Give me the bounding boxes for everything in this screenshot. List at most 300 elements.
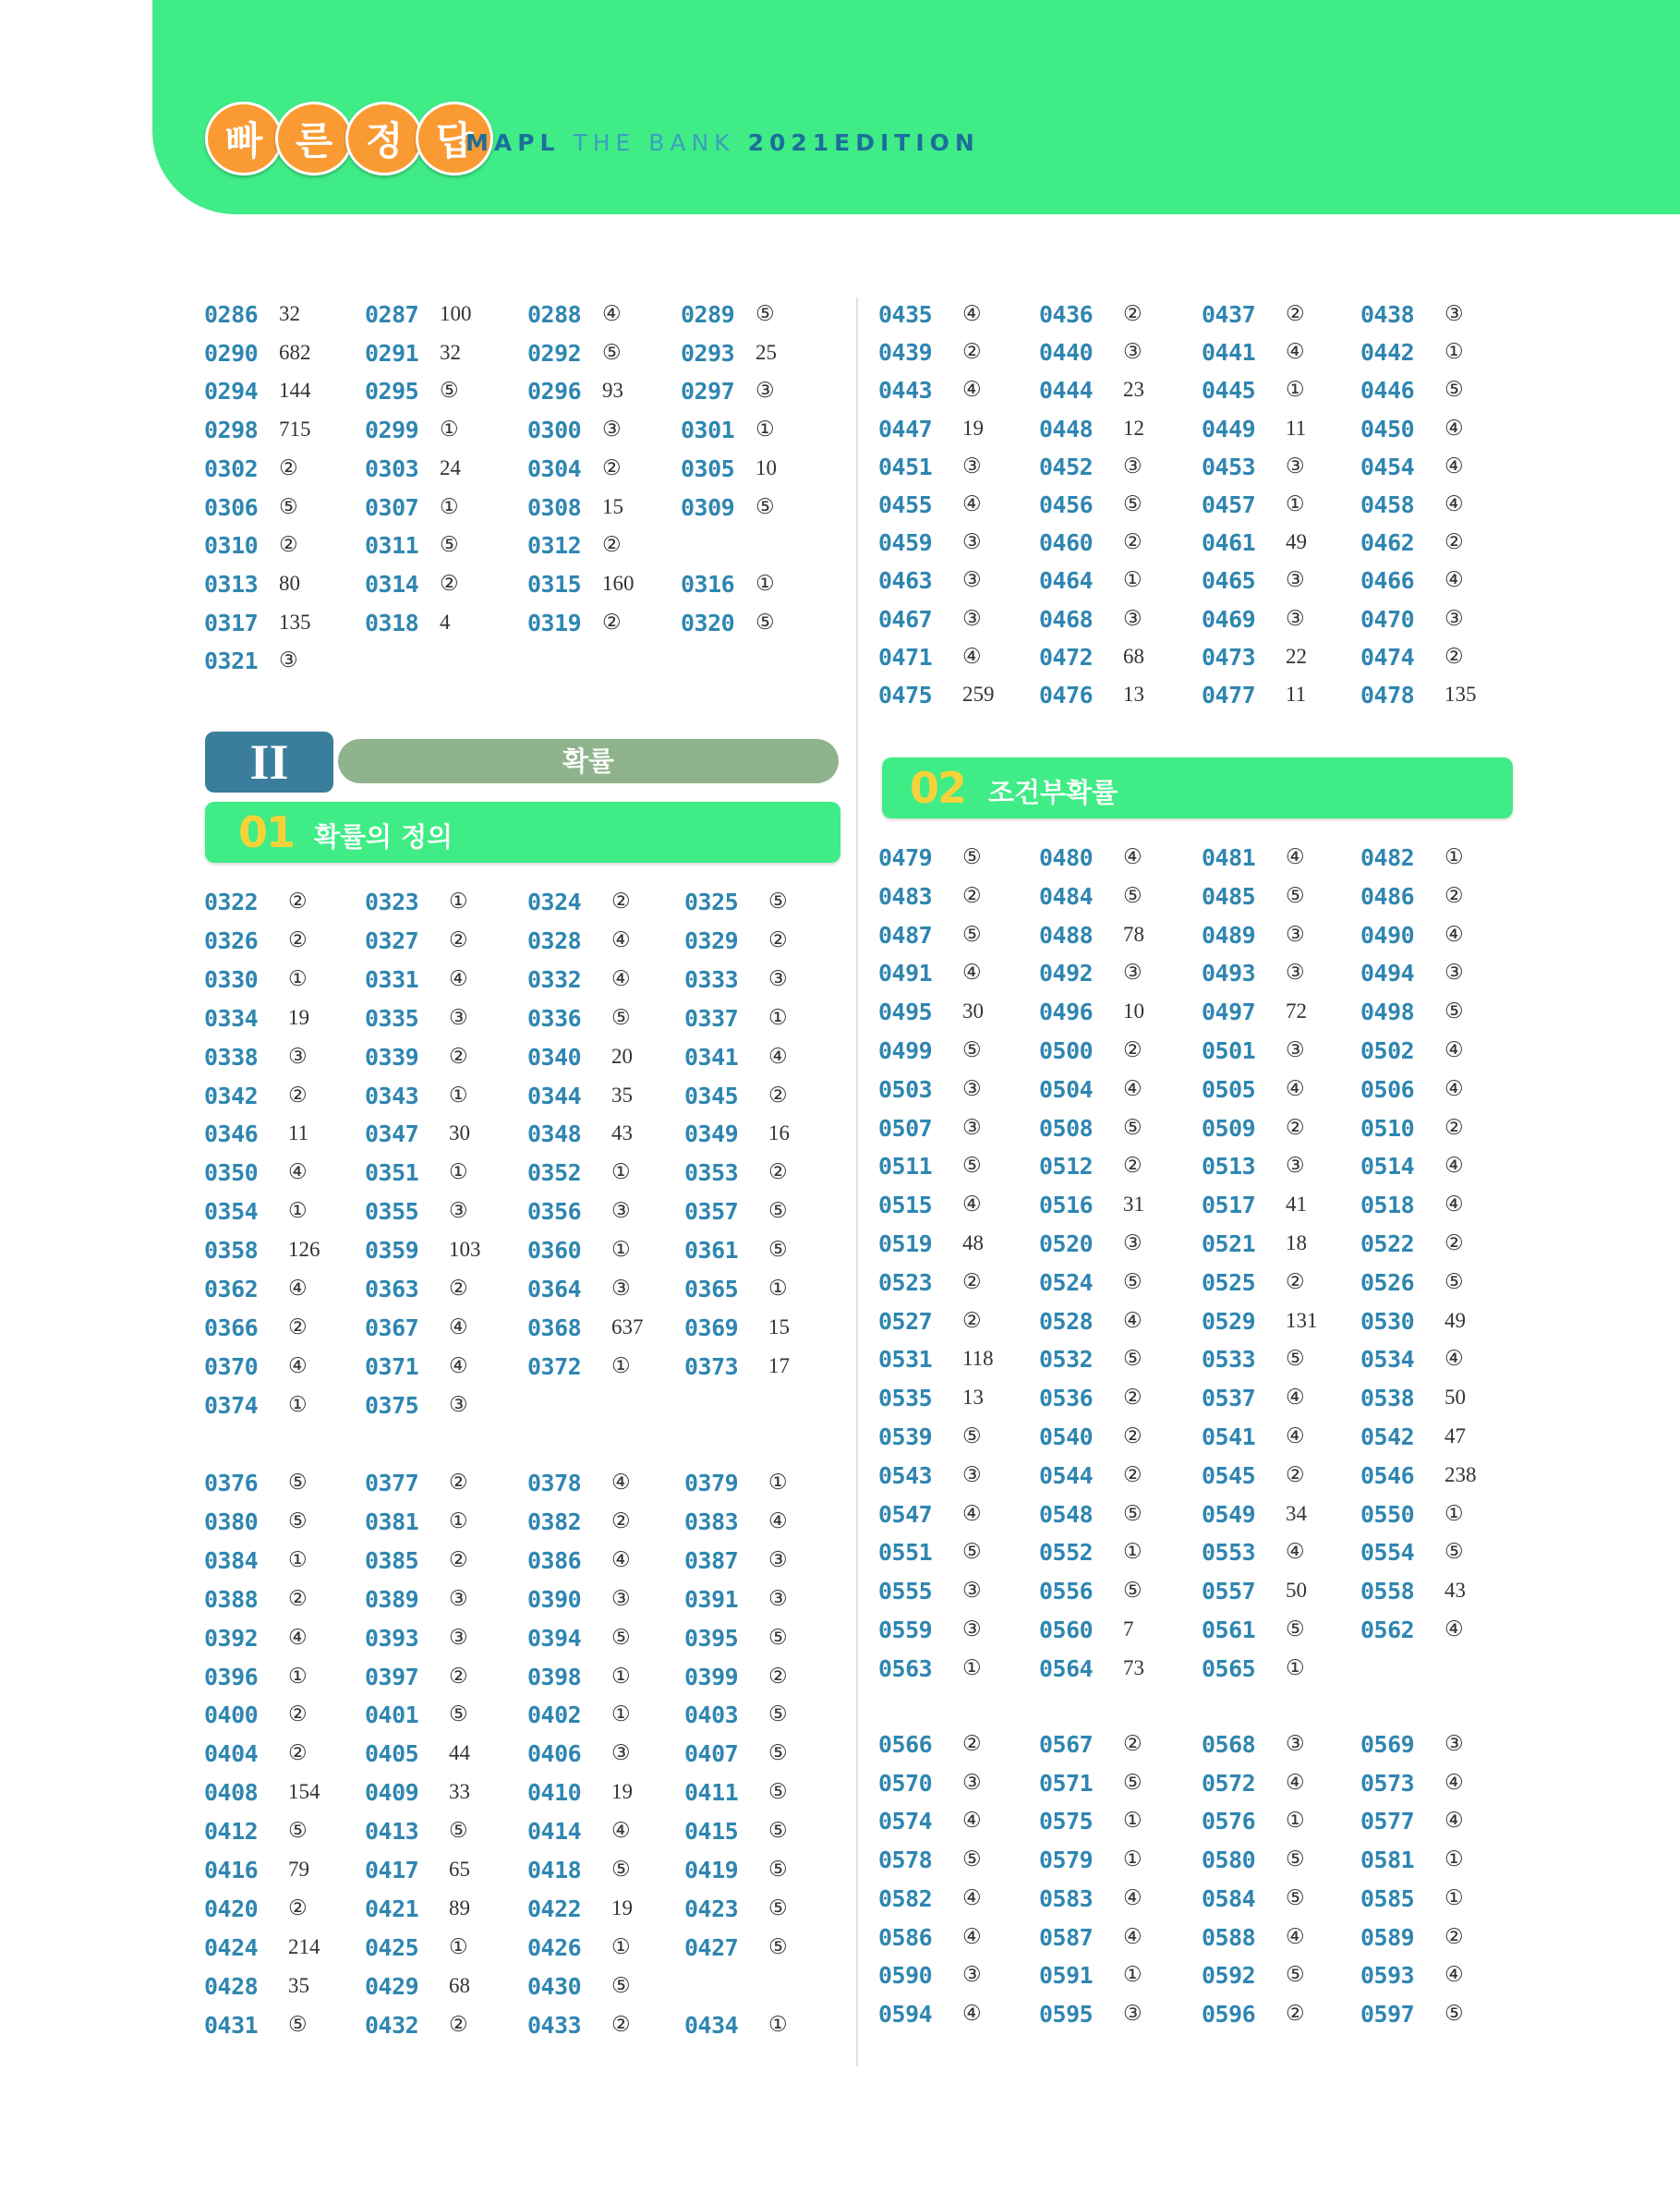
answer-cell [1202, 1578, 1307, 1605]
answer-cell [684, 1004, 788, 1032]
question-number: 0324 [527, 889, 582, 915]
question-number: 0469 [1202, 605, 1256, 633]
answer-row [878, 567, 1506, 604]
answer-cell [878, 453, 982, 480]
answer-cell [1202, 1075, 1305, 1103]
question-number: 0379 [684, 1470, 739, 1496]
answer-value: ④ [1444, 1076, 1464, 1100]
question-number: 0326 [204, 926, 259, 954]
answer-cell [878, 1037, 982, 1064]
answer-cell [1039, 1153, 1142, 1181]
answer-cell [684, 1043, 788, 1071]
answer-value: ④ [1444, 492, 1464, 515]
answer-row [204, 648, 832, 684]
answer-cell [204, 417, 311, 444]
answer-cell [684, 1198, 788, 1226]
answer-value: ④ [962, 2001, 982, 2025]
answer-value: ② [602, 610, 622, 634]
answer-cell [204, 301, 300, 328]
answer-value: 10 [1123, 999, 1144, 1023]
answer-cell [1360, 415, 1464, 442]
answer-row [204, 301, 832, 338]
question-number: 0425 [365, 1933, 419, 1961]
question-number: 0288 [527, 301, 582, 328]
answer-cell [365, 1740, 470, 1768]
answer-value: 68 [449, 1973, 470, 1997]
answer-cell [681, 454, 777, 482]
answer-cell [1360, 882, 1464, 910]
question-number: 0460 [1039, 529, 1094, 557]
answer-cell [204, 1314, 308, 1341]
question-number: 0397 [365, 1663, 419, 1690]
answer-cell [684, 1701, 788, 1729]
question-number: 0450 [1360, 415, 1415, 442]
answer-value: ② [288, 890, 308, 913]
answer-cell [527, 1933, 631, 1961]
question-number: 0588 [1202, 1923, 1256, 1951]
answer-value: 144 [279, 379, 311, 403]
question-number: 0416 [204, 1857, 259, 1883]
answer-cell [1202, 1346, 1305, 1374]
question-number: 0390 [527, 1585, 582, 1613]
question-number: 0376 [204, 1470, 259, 1496]
answer-value: ② [449, 1044, 468, 1068]
answer-value: ④ [1123, 1308, 1142, 1332]
answer-row [204, 1276, 832, 1313]
answer-cell [1202, 377, 1305, 405]
answer-value: ① [449, 1160, 468, 1184]
question-number: 0383 [684, 1508, 739, 1535]
answer-value: ① [611, 1702, 631, 1726]
answer-row [878, 1962, 1506, 1999]
answer-cell [527, 1470, 631, 1496]
question-number: 0323 [365, 889, 419, 915]
answer-cell [1039, 1617, 1134, 1643]
answer-cell [527, 2011, 631, 2039]
answer-value: ② [440, 571, 459, 595]
question-number: 0392 [204, 1624, 259, 1652]
answer-cell [365, 965, 468, 993]
answer-value: 34 [1286, 1501, 1307, 1525]
question-number: 0405 [365, 1740, 419, 1768]
question-number: 0501 [1202, 1037, 1256, 1064]
answer-value: ③ [1123, 606, 1142, 630]
question-number: 0564 [1039, 1654, 1094, 1682]
answer-value: ② [1123, 1424, 1142, 1447]
question-number: 0334 [204, 1004, 259, 1032]
answer-value: ③ [611, 1277, 631, 1300]
answer-value: ① [449, 1934, 468, 1958]
question-number: 0403 [684, 1701, 739, 1729]
question-number: 0436 [1039, 301, 1094, 328]
answer-cell [527, 1740, 631, 1768]
question-number: 0482 [1360, 844, 1415, 871]
answer-cell [681, 339, 777, 367]
answer-value: ③ [1123, 1231, 1142, 1254]
answer-value: ③ [768, 966, 788, 990]
answer-row [878, 377, 1506, 414]
answer-value: ④ [1444, 1154, 1464, 1178]
answer-cell [204, 570, 300, 598]
question-number: 0335 [365, 1004, 419, 1032]
question-number: 0426 [527, 1933, 582, 1961]
answer-cell [878, 1461, 982, 1489]
answer-cell [878, 1923, 982, 1951]
answer-value: ④ [449, 1353, 468, 1377]
answer-cell [527, 1779, 633, 1807]
answer-value: ① [768, 1277, 788, 1300]
question-number: 0308 [527, 493, 582, 521]
answer-value: ① [755, 418, 775, 442]
answer-value: ③ [1123, 454, 1142, 478]
question-number: 0409 [365, 1779, 419, 1807]
answer-cell [1202, 1962, 1305, 1990]
answer-cell [1039, 1923, 1142, 1951]
answer-cell [527, 1198, 631, 1226]
answer-cell [527, 889, 631, 915]
answer-row [878, 1076, 1506, 1113]
answer-value: 103 [449, 1238, 481, 1262]
answer-value: ④ [962, 378, 982, 402]
answer-value: ④ [1444, 1193, 1464, 1217]
question-number: 0340 [527, 1043, 582, 1071]
answer-value: 15 [768, 1314, 790, 1338]
answer-value: ④ [1444, 1347, 1464, 1371]
question-number: 0441 [1202, 339, 1256, 367]
question-number: 0374 [204, 1391, 259, 1419]
answer-row [878, 491, 1506, 528]
question-number: 0529 [1202, 1307, 1256, 1335]
answer-value: ④ [611, 1819, 631, 1843]
question-number: 0596 [1202, 2000, 1256, 2028]
answer-cell [878, 643, 982, 671]
answer-value: 32 [279, 302, 300, 325]
answer-value: 73 [1123, 1655, 1144, 1679]
question-number: 0291 [365, 339, 419, 367]
answer-cell [878, 682, 995, 708]
answer-value: ① [768, 1005, 788, 1029]
answer-row [878, 1115, 1506, 1152]
answer-value: ⑤ [1123, 1770, 1142, 1794]
answer-cell [204, 1004, 309, 1032]
answer-cell [1039, 1654, 1144, 1682]
answer-cell [204, 493, 298, 521]
answer-cell [1202, 1192, 1307, 1219]
question-number: 0306 [204, 493, 259, 521]
answer-value: ② [1286, 1115, 1305, 1139]
answer-value: 30 [962, 999, 984, 1023]
answer-cell [1202, 1307, 1318, 1335]
answer-row [878, 999, 1506, 1035]
question-number: 0489 [1202, 921, 1256, 949]
question-number: 0554 [1360, 1539, 1415, 1567]
question-number: 0407 [684, 1740, 739, 1768]
answer-value: ② [768, 927, 788, 951]
question-number: 0539 [878, 1423, 933, 1450]
answer-cell [878, 2000, 982, 2028]
answer-cell [365, 493, 459, 521]
answer-value: ② [602, 533, 622, 557]
question-number: 0490 [1360, 921, 1415, 949]
question-number: 0499 [878, 1037, 933, 1064]
question-number: 0540 [1039, 1423, 1094, 1450]
answer-value: ④ [768, 1044, 788, 1068]
answer-cell [527, 1972, 631, 2000]
answer-value: 43 [611, 1121, 633, 1145]
question-number: 0332 [527, 965, 582, 993]
answer-value: ② [288, 1586, 308, 1610]
answer-row [204, 1508, 832, 1545]
answer-row [204, 966, 832, 1003]
answer-value: 238 [1444, 1462, 1477, 1486]
answer-value: ① [288, 1392, 308, 1416]
question-number: 0356 [527, 1198, 582, 1226]
answer-cell [204, 1779, 320, 1807]
answer-row [878, 1924, 1506, 1961]
answer-cell [1360, 605, 1464, 633]
question-number: 0408 [204, 1779, 259, 1807]
answer-cell [878, 1500, 982, 1528]
answer-cell [1360, 529, 1464, 557]
answer-cell [204, 1391, 308, 1419]
answer-value: ④ [962, 302, 982, 325]
answer-value: 135 [1444, 683, 1477, 706]
answer-value: ② [1444, 1115, 1464, 1139]
answer-cell [1202, 1617, 1305, 1643]
question-number: 0493 [1202, 960, 1256, 987]
answer-cell [527, 609, 622, 636]
question-number: 0414 [527, 1818, 582, 1846]
answer-value: ③ [1286, 1732, 1305, 1755]
answer-row [878, 1808, 1506, 1845]
answer-row [878, 1617, 1506, 1653]
answer-value: ③ [1286, 454, 1305, 478]
answer-cell [1360, 1230, 1464, 1257]
answer-cell [878, 415, 984, 442]
answer-value: 89 [449, 1895, 470, 1919]
answer-value: ④ [1444, 1809, 1464, 1833]
answer-value: 47 [1444, 1424, 1466, 1447]
answer-cell [527, 1663, 631, 1690]
answer-row [878, 883, 1506, 920]
answer-cell [365, 889, 468, 915]
answer-row [204, 1586, 832, 1623]
question-number: 0345 [684, 1082, 739, 1109]
answer-cell [878, 1114, 982, 1142]
answer-cell [365, 2011, 468, 2039]
chapter-title-bar: 확률 [338, 739, 839, 783]
answer-value: ⑤ [755, 302, 775, 325]
answer-value: 35 [611, 1083, 633, 1107]
answer-value: ① [1286, 1809, 1305, 1833]
answer-cell [878, 1268, 982, 1296]
answer-cell [365, 1276, 468, 1302]
question-number: 0331 [365, 965, 419, 993]
answer-value: ② [279, 533, 298, 557]
answer-row [878, 1847, 1506, 1883]
answer-row [878, 682, 1506, 719]
question-number: 0443 [878, 377, 933, 405]
answer-value: ⑤ [1123, 1269, 1142, 1293]
answer-value: ⑤ [1123, 1501, 1142, 1525]
answer-value: ⑤ [755, 494, 775, 518]
answer-cell [1202, 491, 1305, 518]
answer-value: ⑤ [768, 1934, 788, 1958]
answer-cell [1360, 1075, 1464, 1103]
answer-value: 30 [449, 1121, 470, 1145]
question-number: 0387 [684, 1546, 739, 1574]
question-number: 0556 [1039, 1578, 1094, 1605]
answer-cell [1360, 1385, 1466, 1412]
question-number: 0406 [527, 1740, 582, 1768]
question-number: 0361 [684, 1237, 739, 1265]
answer-row [204, 494, 832, 531]
question-number: 0549 [1202, 1500, 1256, 1528]
answer-value: 19 [962, 416, 984, 440]
question-number: 0572 [1202, 1769, 1256, 1797]
answer-value: ③ [1444, 606, 1464, 630]
answer-cell [1039, 339, 1142, 367]
question-number: 0512 [1039, 1153, 1094, 1181]
answer-value: ② [768, 1664, 788, 1688]
question-number: 0569 [1360, 1731, 1415, 1758]
answer-cell [684, 2011, 788, 2039]
answer-row [204, 1625, 832, 1662]
answer-value: ④ [1286, 340, 1305, 364]
answer-cell [878, 529, 982, 557]
question-number: 0454 [1360, 453, 1415, 480]
question-number: 0432 [365, 2011, 419, 2039]
answer-cell [878, 844, 982, 871]
answer-value: ⑤ [1444, 378, 1464, 402]
answer-cell [684, 1779, 788, 1807]
answer-cell [1360, 682, 1477, 708]
answer-cell [204, 339, 311, 367]
answer-row [878, 1308, 1506, 1345]
answer-value: ④ [1286, 1770, 1305, 1794]
answer-cell [1039, 491, 1142, 518]
question-number: 0595 [1039, 2000, 1094, 2028]
answer-value: ⑤ [962, 922, 982, 946]
answer-value: 79 [288, 1858, 309, 1881]
answer-cell [684, 965, 788, 993]
answer-value: ② [449, 1547, 468, 1571]
answer-value: ② [962, 1269, 982, 1293]
answer-value: ② [449, 1471, 468, 1494]
answer-value: ① [1444, 340, 1464, 364]
answer-cell [684, 1508, 788, 1535]
question-number: 0586 [878, 1923, 933, 1951]
answer-cell [878, 1539, 982, 1567]
answer-value: ③ [611, 1586, 631, 1610]
question-number: 0514 [1360, 1153, 1415, 1181]
answer-value: ① [1123, 1809, 1142, 1833]
question-number: 0483 [878, 882, 933, 910]
question-number: 0378 [527, 1470, 582, 1496]
answer-value: ⑤ [768, 1625, 788, 1649]
answer-cell [204, 1082, 308, 1109]
answer-cell [1360, 1962, 1464, 1990]
answer-value: 7 [1123, 1617, 1134, 1641]
question-number: 0561 [1202, 1617, 1256, 1643]
answer-cell [365, 1314, 468, 1341]
answer-cell [527, 1276, 631, 1302]
question-number: 0566 [878, 1731, 933, 1758]
answer-cell [1039, 1114, 1142, 1142]
answer-row [878, 1770, 1506, 1807]
answer-value: ① [1444, 1885, 1464, 1909]
answer-value: 214 [288, 1934, 320, 1958]
answer-value: 35 [288, 1973, 309, 1997]
answer-row [204, 1818, 832, 1855]
answer-cell [1202, 1808, 1305, 1835]
answer-value: 43 [1444, 1579, 1466, 1603]
question-number: 0339 [365, 1043, 419, 1071]
answer-value: ② [1444, 1231, 1464, 1254]
answer-cell [365, 1701, 468, 1729]
answer-value: ① [1444, 845, 1464, 868]
section-header-01 [205, 802, 840, 863]
answer-value: 78 [1123, 922, 1144, 946]
answer-cell [1360, 1731, 1464, 1758]
answer-value: ⑤ [768, 1780, 788, 1804]
answer-value: ③ [962, 606, 982, 630]
question-number: 0526 [1360, 1268, 1415, 1296]
question-number: 0580 [1202, 1847, 1256, 1874]
question-number: 0325 [684, 889, 739, 915]
answer-cell [1202, 921, 1305, 949]
question-number: 0515 [878, 1192, 933, 1219]
answer-row [878, 1037, 1506, 1074]
answer-cell [878, 1962, 982, 1990]
question-number: 0491 [878, 960, 933, 987]
answer-value: 12 [1123, 416, 1144, 440]
answer-row [204, 455, 832, 492]
answer-value: ③ [449, 1005, 468, 1029]
question-number: 0500 [1039, 1037, 1094, 1064]
answer-cell [1360, 844, 1464, 871]
question-number: 0574 [878, 1808, 933, 1835]
answer-row [204, 1314, 832, 1351]
answer-value: 126 [288, 1238, 320, 1262]
answer-value: 13 [1123, 683, 1144, 706]
answer-row [878, 1539, 1506, 1576]
question-number: 0303 [365, 454, 419, 482]
answer-cell [1202, 567, 1305, 595]
question-number: 0446 [1360, 377, 1415, 405]
answer-cell [365, 1004, 468, 1032]
question-number: 0550 [1360, 1500, 1415, 1528]
answer-value: ⑤ [962, 1154, 982, 1178]
question-number: 0523 [878, 1268, 933, 1296]
question-number: 0319 [527, 609, 582, 636]
answer-cell [1039, 2000, 1142, 2028]
question-number: 0484 [1039, 882, 1094, 910]
answer-cell [684, 926, 788, 954]
question-number: 0505 [1202, 1075, 1256, 1103]
question-number: 0562 [1360, 1617, 1415, 1643]
answer-cell [527, 1043, 633, 1071]
answer-cell [878, 1230, 984, 1257]
answer-row [878, 1346, 1506, 1383]
answer-cell [1360, 1539, 1464, 1567]
answer-value: ④ [1286, 1540, 1305, 1564]
question-number: 0421 [365, 1895, 419, 1922]
question-number: 0370 [204, 1352, 259, 1380]
answer-value: ③ [449, 1625, 468, 1649]
answer-cell [365, 1546, 468, 1574]
answer-cell [204, 1508, 308, 1535]
